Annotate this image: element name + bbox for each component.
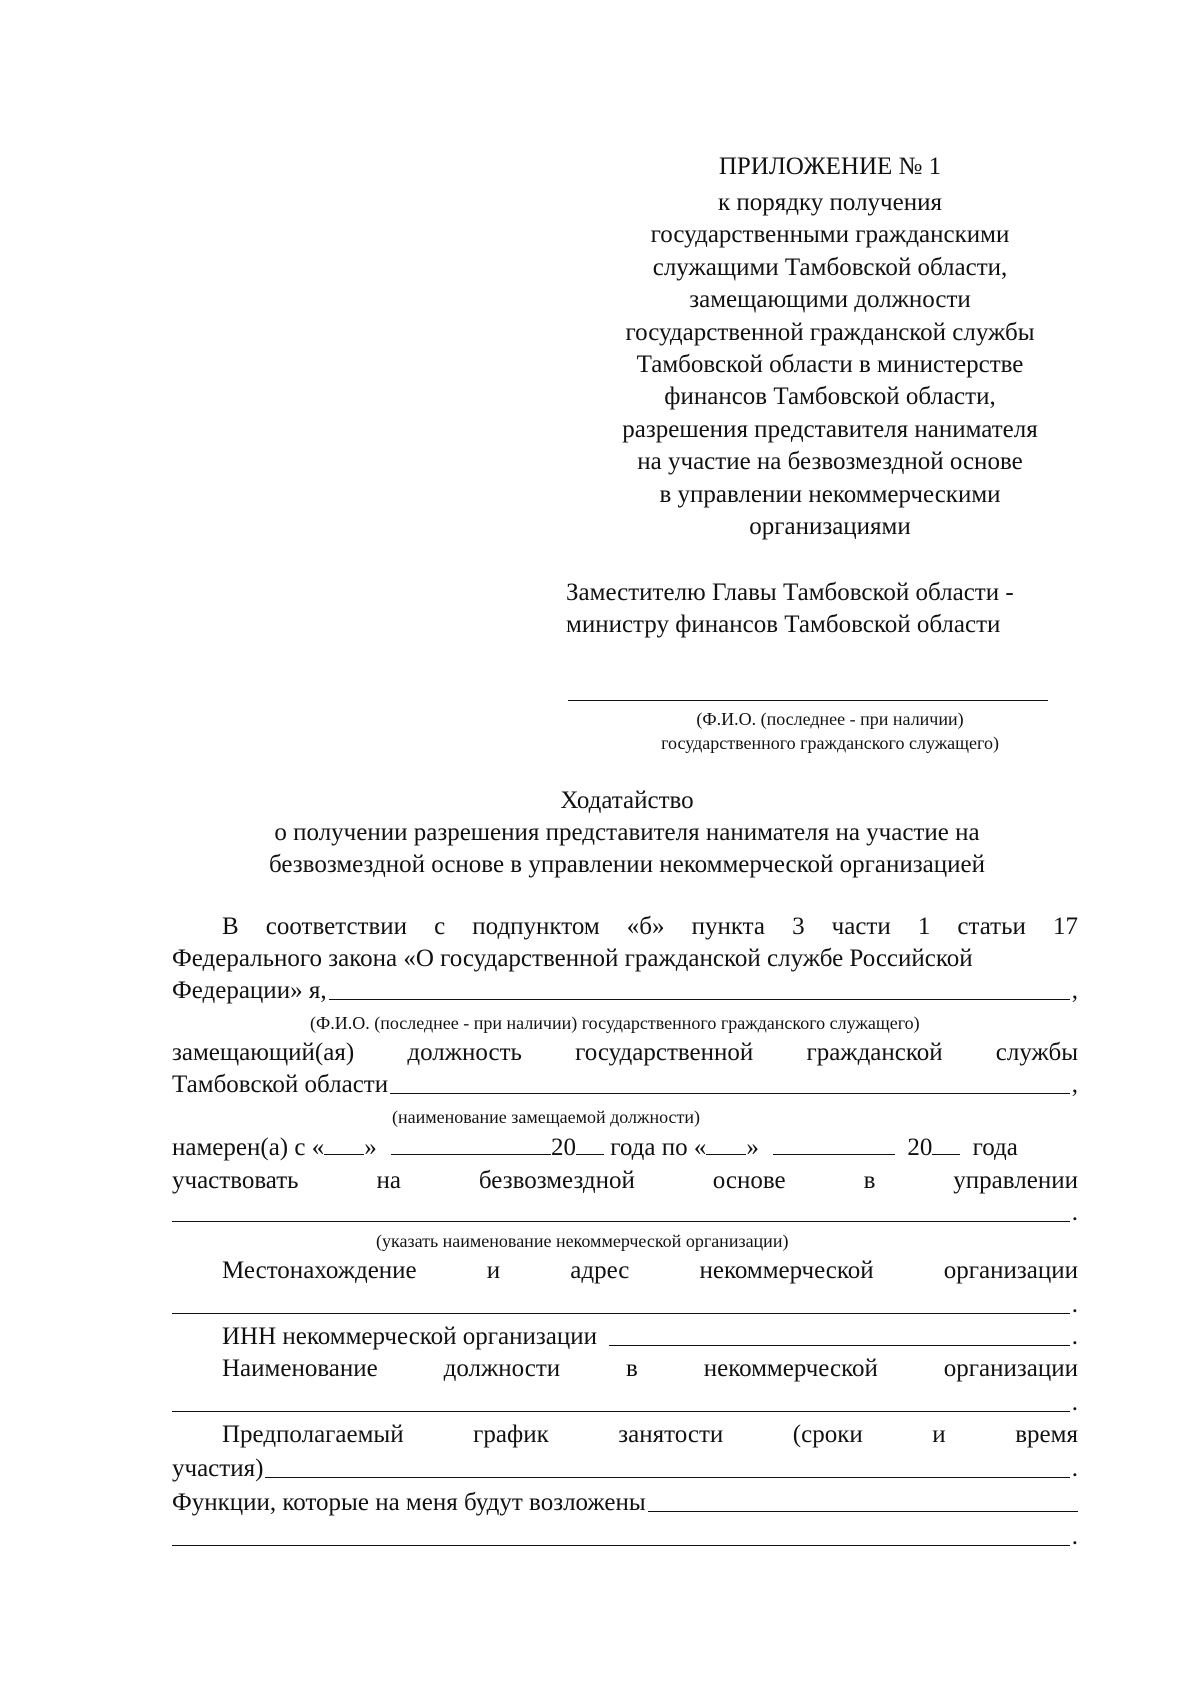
start-day-input[interactable] (324, 1132, 364, 1155)
word: управлении (953, 1167, 1078, 1194)
word: Наименование (222, 1355, 378, 1382)
addressee-name-line (568, 700, 1048, 701)
word: замещающий(ая) (172, 1039, 355, 1066)
jobtitle-row (172, 1388, 1078, 1418)
addressee-caption-2: государственного гражданского служащего) (661, 733, 999, 753)
paragraph-1-line-1 (222, 912, 1078, 942)
appendix-line: Тамбовской области в министерстве (636, 351, 1024, 378)
word: на (376, 1167, 401, 1194)
petition-subtitle-1: о получении разрешения представителя нанимателя на участие на (274, 819, 980, 846)
word: службы (995, 1039, 1078, 1066)
start-year-prefix: 20 (550, 1134, 576, 1161)
inn-input-line[interactable] (609, 1345, 1070, 1346)
petition-subtitle-2: безвозмездной основе в управлении некоммерческой организацией (269, 851, 985, 878)
word: участвовать (172, 1167, 299, 1194)
schedule-input-line[interactable] (265, 1477, 1069, 1478)
fio-row (172, 976, 1078, 1006)
fio-input-line[interactable] (329, 999, 1070, 1000)
word: части (831, 913, 891, 940)
schedule-lead-text: участия) (172, 1455, 264, 1482)
appendix-line: организациями (749, 513, 911, 540)
word: некоммерческой (703, 1355, 878, 1382)
word: соответствии (265, 913, 408, 940)
word: время (1015, 1421, 1078, 1448)
org-name-row (172, 1198, 1078, 1228)
appendix-line: финансов Тамбовской области, (664, 383, 996, 411)
appendix-line: в управлении некоммерческими (659, 480, 1001, 508)
functions-period: . (1071, 1523, 1078, 1550)
word: основе (712, 1167, 786, 1194)
position-input-line[interactable] (390, 1093, 1070, 1094)
jobtitle-input-line[interactable] (172, 1411, 1070, 1412)
word: с (434, 913, 446, 940)
inn-label: ИНН некоммерческой организации (222, 1323, 598, 1350)
word: 3 (792, 913, 805, 940)
word: «б» (626, 913, 665, 940)
end-day-input[interactable] (706, 1132, 746, 1155)
participate-line (172, 1166, 1078, 1196)
word: государственной (575, 1039, 754, 1066)
address-input-line[interactable] (172, 1313, 1070, 1314)
fio-lead-text: Федерации» я, (172, 977, 327, 1004)
addressee-line-1: Заместителю Главы Тамбовской области - (566, 579, 1014, 606)
org-caption: (указать наименование некоммерческой организации) (376, 1231, 789, 1251)
word: Предполагаемый (222, 1421, 404, 1448)
org-name-period: . (1071, 1199, 1078, 1226)
word: адрес (570, 1257, 630, 1284)
word: должность (407, 1039, 522, 1066)
word: безвозмездной (478, 1167, 635, 1194)
word: В (222, 913, 239, 940)
word: 17 (1052, 913, 1078, 940)
functions-input-line-2[interactable] (172, 1545, 1070, 1546)
schedule-period: . (1071, 1455, 1078, 1482)
to-text: года по « (610, 1134, 707, 1161)
position-line (172, 1038, 1078, 1068)
start-month-input[interactable] (391, 1132, 551, 1155)
word: подпунктом (472, 913, 600, 940)
end-day-close-quote: » (746, 1134, 759, 1161)
word: в (863, 1167, 876, 1194)
word: гражданской (806, 1039, 943, 1066)
org-name-input-line[interactable] (172, 1221, 1070, 1222)
address-line (222, 1256, 1078, 1286)
region-text: Тамбовской области (172, 1071, 389, 1098)
word: некоммерческой (699, 1257, 874, 1284)
appendix-line: государственной гражданской службы (625, 318, 1035, 346)
word: должности (443, 1355, 561, 1382)
word: 1 (917, 913, 931, 940)
functions-input-line[interactable] (648, 1511, 1078, 1512)
fio-caption: (Ф.И.О. (последнее - при наличии) государственного гражданского служащего) (310, 1013, 920, 1033)
position-comma: , (1071, 1071, 1078, 1098)
inn-period: . (1071, 1323, 1078, 1350)
word: и (932, 1421, 946, 1448)
jobtitle-line (222, 1354, 1078, 1384)
inn-row (222, 1322, 1078, 1352)
paragraph-1-line-2: Федерального закона «О государственной гражданской службе Российской (172, 945, 973, 972)
fio-comma: , (1071, 977, 1078, 1004)
position-row (172, 1070, 1078, 1100)
word: Местонахождение (222, 1257, 417, 1284)
functions-row (172, 1488, 1078, 1518)
end-year-input[interactable] (932, 1132, 960, 1155)
word: пункта (691, 913, 765, 940)
addressee-caption-1: (Ф.И.О. (последнее - при наличии) (696, 709, 964, 729)
year-word: года (972, 1134, 1018, 1161)
position-caption: (наименование замещаемой должности) (392, 1107, 701, 1127)
word: в (626, 1355, 638, 1382)
appendix-line: служащими Тамбовской области, (652, 253, 1008, 281)
address-period: . (1071, 1291, 1078, 1318)
appendix-line: замещающими должности (689, 286, 971, 314)
intend-text: намерен(а) с « (172, 1134, 325, 1161)
end-month-input[interactable] (773, 1132, 895, 1155)
appendix-line: на участие на безвозмездной основе (637, 448, 1023, 476)
petition-title: Ходатайство (560, 787, 694, 814)
start-year-input[interactable] (576, 1132, 604, 1155)
start-day-close-quote: » (364, 1134, 377, 1161)
functions-label: Функции, которые на меня будут возложены (172, 1489, 646, 1516)
appendix-title: ПРИЛОЖЕНИЕ № 1 (718, 153, 942, 180)
word: и (486, 1257, 501, 1284)
word: статьи (957, 913, 1026, 940)
appendix-line: государственными гражданскими (650, 221, 1010, 249)
schedule-row (172, 1454, 1078, 1484)
end-year-prefix: 20 (907, 1134, 933, 1161)
functions-row-2 (172, 1522, 1078, 1552)
appendix-line: к порядку получения (718, 189, 942, 216)
word: организации (943, 1355, 1078, 1382)
schedule-line (222, 1420, 1078, 1450)
word: занятости (618, 1421, 724, 1448)
word: график (473, 1421, 549, 1448)
addressee-line-2: министру финансов Тамбовской области (566, 611, 1001, 638)
word: организации (943, 1257, 1078, 1284)
jobtitle-period: . (1071, 1389, 1078, 1416)
dates-row (172, 1132, 1078, 1163)
word: (сроки (792, 1421, 863, 1448)
appendix-line: разрешения представителя нанимателя (622, 415, 1038, 443)
address-row (172, 1290, 1078, 1320)
